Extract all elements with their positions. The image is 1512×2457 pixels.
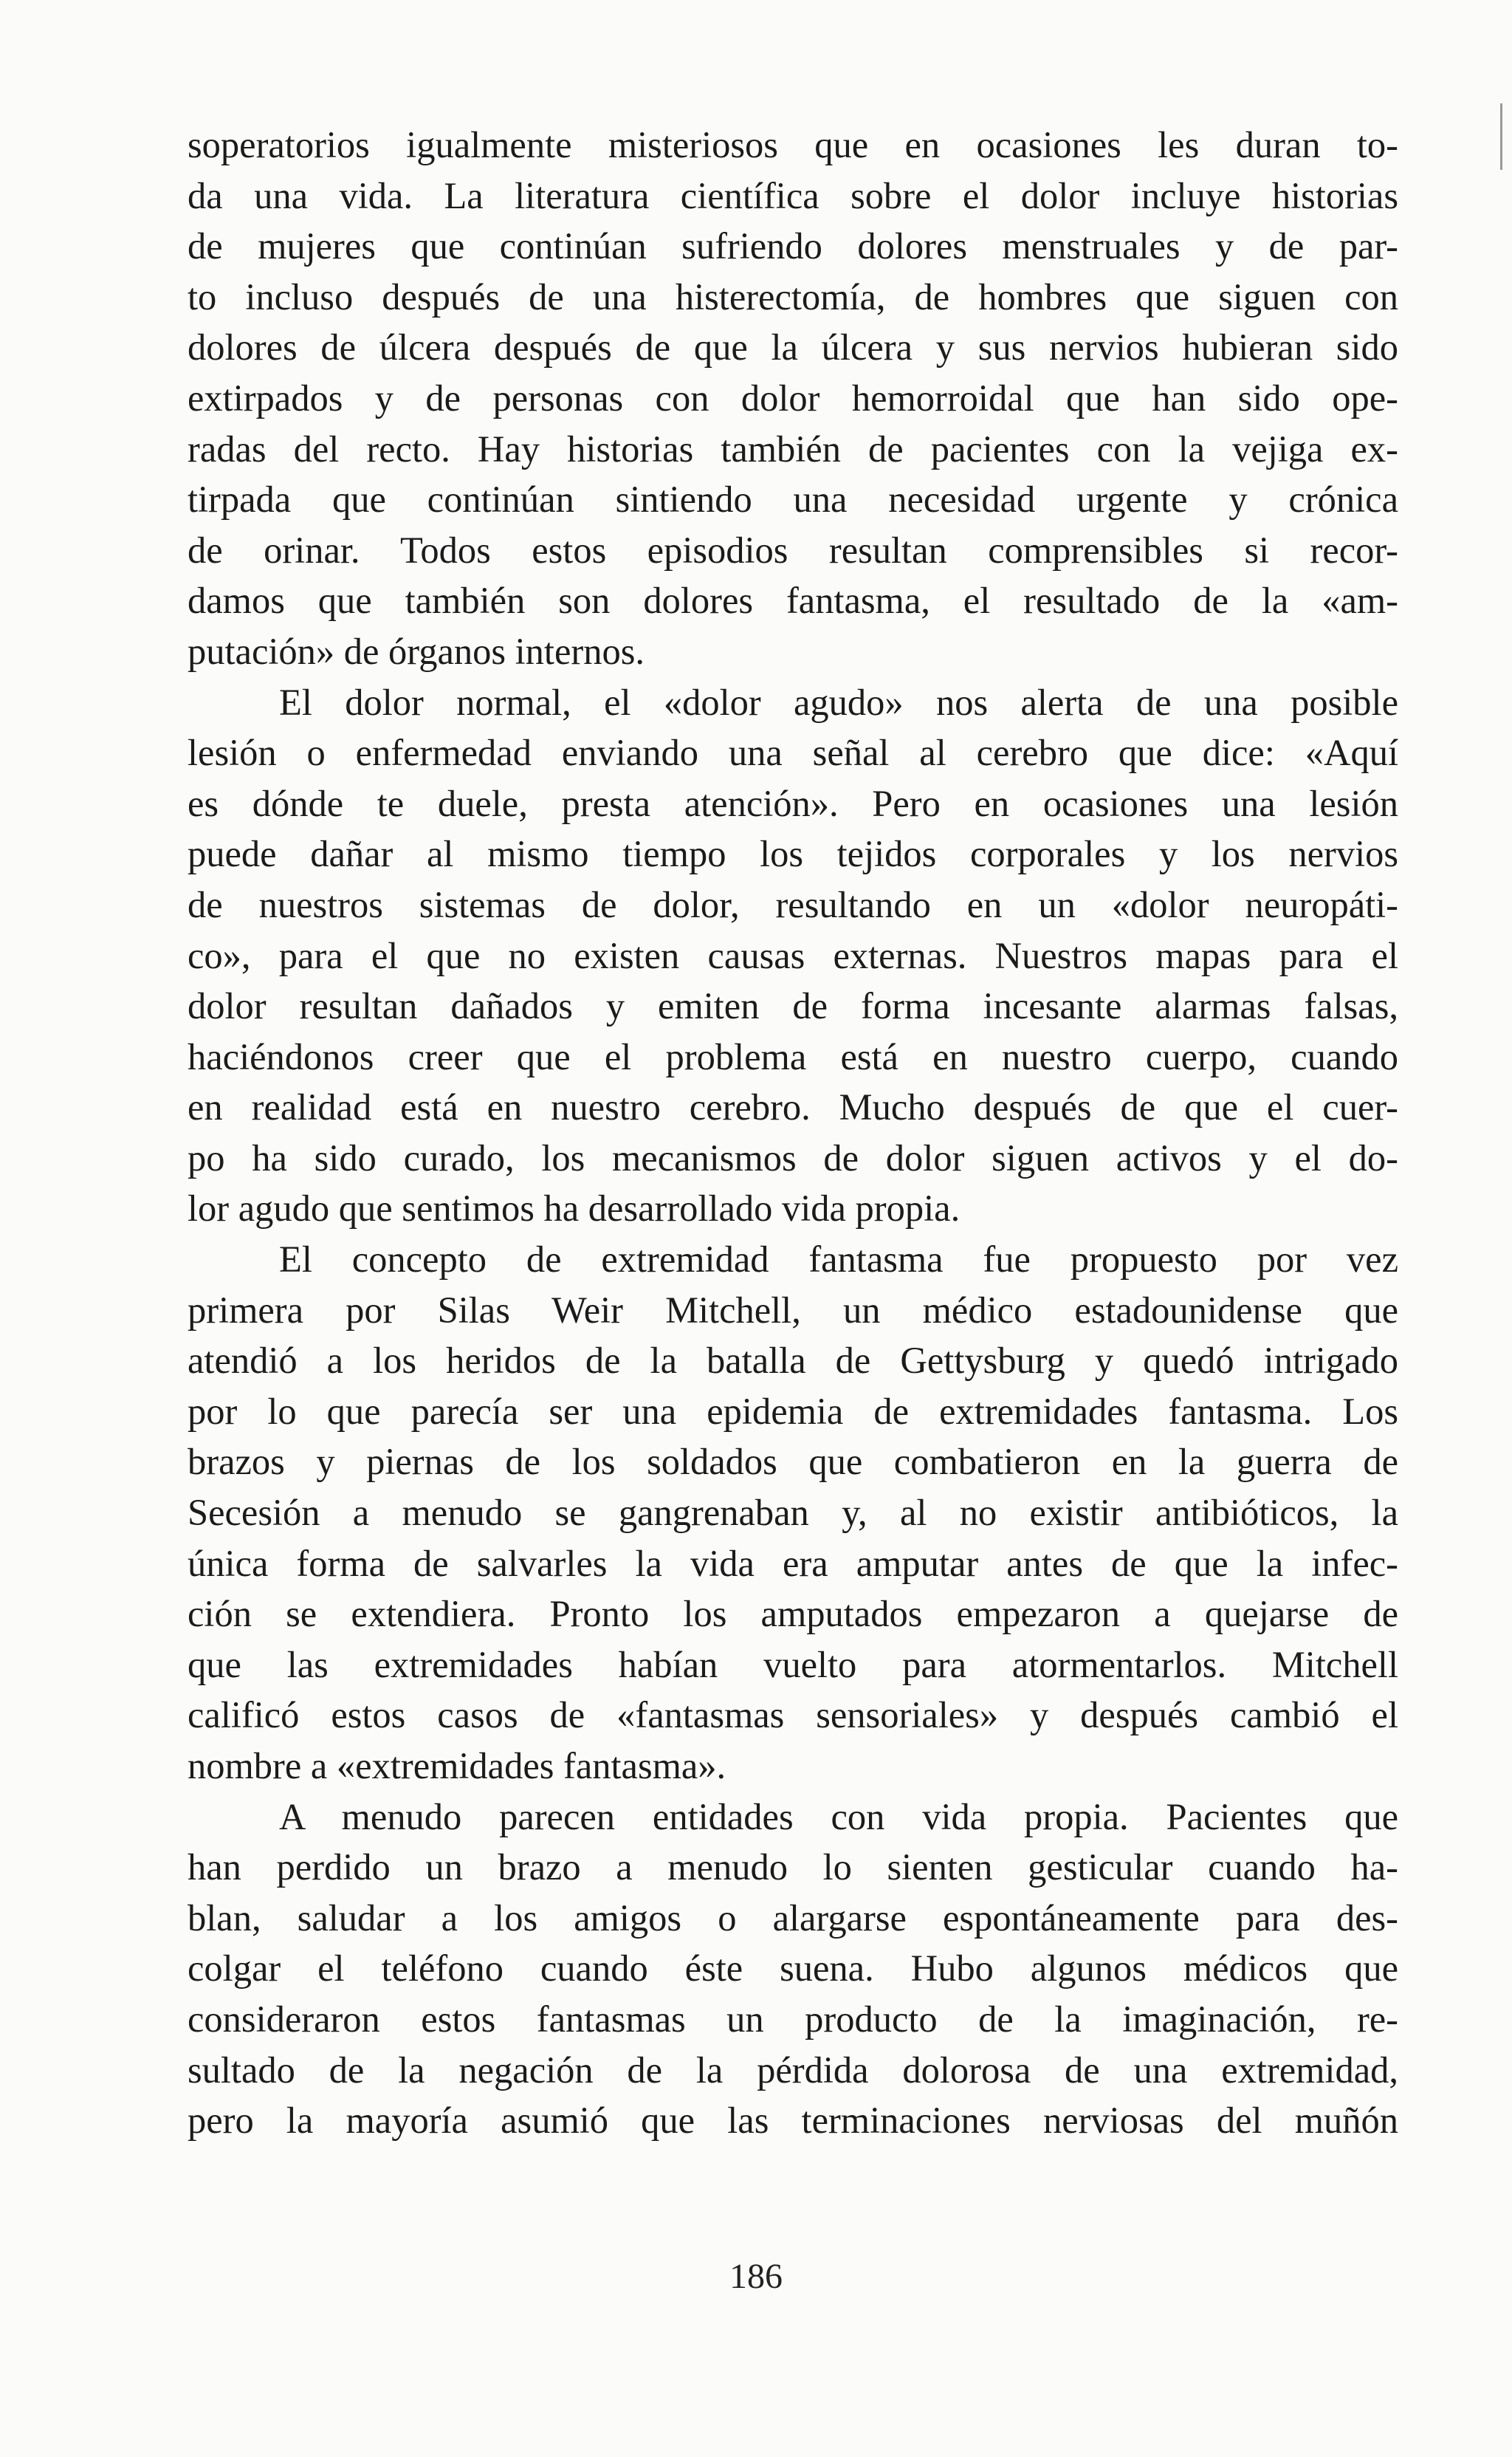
text-line: damos que también son dolores fantasma, el resultado de la «am- [188, 580, 1398, 622]
text-line: única forma de salvarles la vida era amputar antes de que la infec- [188, 1542, 1398, 1584]
page-number: 186 [729, 2257, 783, 2296]
text-line: pero la mayoría asumió que las terminaciones nerviosas del muñón [188, 2100, 1398, 2142]
text-line: atendió a los heridos de la batalla de Gettysburg y quedó intrigado [188, 1340, 1398, 1382]
text-line: dolor resultan dañados y emiten de forma incesante alarmas falsas, [188, 985, 1398, 1027]
text-line: extirpados y de personas con dolor hemorroidal que han sido ope- [188, 377, 1398, 419]
text-line: en realidad está en nuestro cerebro. Mucho después de que el cuer- [188, 1086, 1398, 1128]
text-line: colgar el teléfono cuando éste suena. Hubo algunos médicos que [188, 1947, 1398, 1990]
scan-edge-mark [1500, 103, 1502, 170]
text-line: calificó estos casos de «fantasmas sensoriales» y después cambió el [188, 1694, 1398, 1736]
text-line: sultado de la negación de la pérdida dolorosa de una extremidad, [188, 2049, 1398, 2091]
text-line: de nuestros sistemas de dolor, resultando en un «dolor neuropáti- [188, 883, 1398, 925]
text-line: El dolor normal, el «dolor agudo» nos alerta de una posible [279, 681, 1398, 723]
body-text [188, 120, 1398, 2146]
text-line: consideraron estos fantasmas un producto de la imaginación, re- [188, 1998, 1398, 2040]
text-line: tirpada que continúan sintiendo una necesidad urgente y crónica [188, 479, 1398, 521]
text-line: El concepto de extremidad fantasma fue propuesto por vez [279, 1238, 1398, 1281]
text-line: lesión o enfermedad enviando una señal al cerebro que dice: «Aquí [188, 732, 1398, 774]
text-line: co», para el que no existen causas externas. Nuestros mapas para el [188, 934, 1398, 976]
text-line: A menudo parecen entidades con vida propia. Pacientes que [279, 1795, 1398, 1837]
text-line: han perdido un brazo a menudo lo sienten gesticular cuando ha- [188, 1846, 1398, 1888]
text-line: que las extremidades habían vuelto para atormentarlos. Mitchell [188, 1643, 1398, 1685]
text-line: es dónde te duele, presta atención». Pero en ocasiones una lesión [188, 782, 1398, 824]
text-line: brazos y piernas de los soldados que combatieron en la guerra de [188, 1441, 1398, 1483]
text-line: radas del recto. Hay historias también de pacientes con la vejiga ex- [188, 428, 1398, 470]
text-line: dolores de úlcera después de que la úlcera y sus nervios hubieran sido [188, 326, 1398, 369]
text-line: Secesión a menudo se gangrenaban y, al no existir antibióticos, la [188, 1492, 1398, 1534]
text-line: nombre a «extremidades fantasma». [188, 1745, 726, 1786]
text-line: putación» de órganos internos. [188, 630, 645, 672]
text-line: primera por Silas Weir Mitchell, un médico estadounidense que [188, 1289, 1398, 1331]
text-line: blan, saludar a los amigos o alargarse espontáneamente para des- [188, 1896, 1398, 1939]
text-line: puede dañar al mismo tiempo los tejidos corporales y los nervios [188, 833, 1398, 875]
text-line: de mujeres que continúan sufriendo dolores menstruales y de par- [188, 225, 1398, 267]
text-line: to incluso después de una histerectomía, de hombres que siguen con [188, 275, 1398, 318]
text-line: soperatorios igualmente misteriosos que en ocasiones les duran to- [188, 124, 1398, 165]
text-line: po ha sido curado, los mecanismos de dolor siguen activos y el do- [188, 1137, 1398, 1179]
text-line: lor agudo que sentimos ha desarrollado vida propia. [188, 1188, 961, 1230]
text-line: de orinar. Todos estos episodios resultan comprensibles si recor- [188, 529, 1398, 571]
text-line: ción se extendiera. Pronto los amputados empezaron a quejarse de [188, 1593, 1398, 1635]
text-line: haciéndonos creer que el problema está en nuestro cuerpo, cuando [188, 1035, 1398, 1077]
text-line: da una vida. La literatura científica sobre el dolor incluye historias [188, 174, 1398, 216]
text-line: por lo que parecía ser una epidemia de extremidades fantasma. Los [188, 1390, 1398, 1432]
